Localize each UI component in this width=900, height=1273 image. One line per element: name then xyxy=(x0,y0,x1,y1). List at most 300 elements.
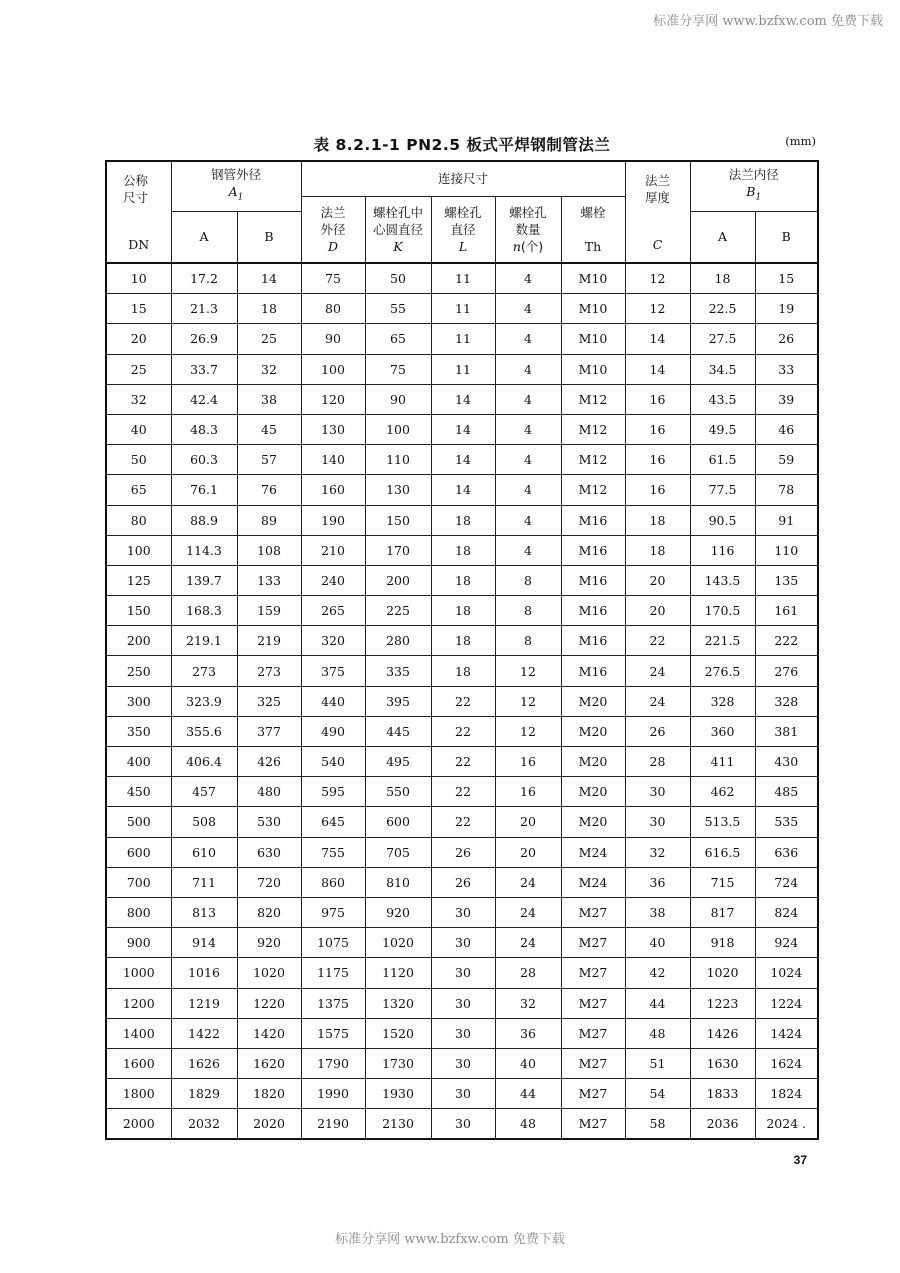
cell-flange-id-b: 724 xyxy=(755,867,818,897)
cell-bolt-hole-count-n: 24 xyxy=(495,867,561,897)
cell-bolt-hole-count-n: 16 xyxy=(495,747,561,777)
header-n-unit: (个) xyxy=(520,238,544,254)
table-row xyxy=(106,1109,818,1140)
cell-bolt-hole-count-n: 40 xyxy=(495,1048,561,1078)
flange-dimensions-table xyxy=(105,160,819,1140)
cell-bolt-hole-dia-l: 30 xyxy=(431,1018,495,1048)
cell-dn: 1000 xyxy=(106,958,171,988)
cell-flange-id-a: 328 xyxy=(690,686,755,716)
cell-flange-od-d: 160 xyxy=(301,475,365,505)
cell-bolt-hole-dia-l: 18 xyxy=(431,565,495,595)
cell-flange-id-b: 636 xyxy=(755,837,818,867)
header-n-symbol: n xyxy=(512,238,521,254)
table-row xyxy=(106,686,818,716)
cell-flange-od-d: 140 xyxy=(301,445,365,475)
cell-dn: 65 xyxy=(106,475,171,505)
cell-pipe-od-b: 14 xyxy=(237,263,301,294)
cell-flange-thickness-c: 30 xyxy=(625,777,690,807)
cell-bolt-th: M10 xyxy=(561,263,625,294)
cell-flange-od-d: 1375 xyxy=(301,988,365,1018)
page-number: 37 xyxy=(793,1153,807,1167)
cell-flange-od-d: 595 xyxy=(301,777,365,807)
cell-flange-thickness-c: 14 xyxy=(625,324,690,354)
cell-flange-thickness-c: 36 xyxy=(625,867,690,897)
cell-bolt-hole-count-n: 44 xyxy=(495,1079,561,1109)
cell-pipe-od-b: 530 xyxy=(237,807,301,837)
cell-flange-id-b: 33 xyxy=(755,354,818,384)
cell-flange-thickness-c: 24 xyxy=(625,686,690,716)
cell-bolt-circle-k: 1320 xyxy=(365,988,431,1018)
cell-flange-od-d: 90 xyxy=(301,324,365,354)
cell-flange-id-a: 18 xyxy=(690,263,755,294)
cell-flange-id-b: 135 xyxy=(755,565,818,595)
cell-flange-id-a: 715 xyxy=(690,867,755,897)
cell-flange-id-b: 924 xyxy=(755,928,818,958)
cell-bolt-hole-dia-l: 30 xyxy=(431,897,495,927)
cell-bolt-circle-k: 170 xyxy=(365,535,431,565)
cell-flange-id-a: 77.5 xyxy=(690,475,755,505)
cell-flange-id-b: 161 xyxy=(755,596,818,626)
cell-bolt-hole-dia-l: 18 xyxy=(431,505,495,535)
cell-bolt-hole-count-n: 8 xyxy=(495,565,561,595)
cell-bolt-hole-count-n: 4 xyxy=(495,535,561,565)
cell-bolt-th: M24 xyxy=(561,837,625,867)
cell-bolt-circle-k: 280 xyxy=(365,626,431,656)
cell-dn: 200 xyxy=(106,626,171,656)
cell-bolt-th: M27 xyxy=(561,1018,625,1048)
cell-bolt-circle-k: 1930 xyxy=(365,1079,431,1109)
table-row xyxy=(106,324,818,354)
cell-flange-id-b: 15 xyxy=(755,263,818,294)
cell-pipe-od-b: 1420 xyxy=(237,1018,301,1048)
header-c-symbol: C xyxy=(652,236,663,252)
cell-bolt-circle-k: 1020 xyxy=(365,928,431,958)
table-row xyxy=(106,867,818,897)
cell-dn: 1200 xyxy=(106,988,171,1018)
cell-flange-thickness-c: 20 xyxy=(625,596,690,626)
cell-flange-thickness-c: 12 xyxy=(625,294,690,324)
cell-pipe-od-b: 45 xyxy=(237,414,301,444)
cell-flange-id-a: 1020 xyxy=(690,958,755,988)
cell-bolt-th: M20 xyxy=(561,747,625,777)
cell-pipe-od-b: 219 xyxy=(237,626,301,656)
header-bolt-hole-diameter xyxy=(431,196,495,263)
table-row xyxy=(106,354,818,384)
cell-dn: 600 xyxy=(106,837,171,867)
cell-pipe-od-a: 1219 xyxy=(171,988,237,1018)
cell-pipe-od-a: 21.3 xyxy=(171,294,237,324)
cell-bolt-circle-k: 90 xyxy=(365,384,431,414)
cell-bolt-hole-dia-l: 14 xyxy=(431,414,495,444)
cell-flange-id-b: 78 xyxy=(755,475,818,505)
cell-bolt-hole-count-n: 48 xyxy=(495,1109,561,1140)
cell-pipe-od-a: 2032 xyxy=(171,1109,237,1140)
cell-bolt-hole-dia-l: 26 xyxy=(431,837,495,867)
cell-flange-id-b: 1624 xyxy=(755,1048,818,1078)
cell-pipe-od-a: 355.6 xyxy=(171,716,237,746)
cell-dn: 2000 xyxy=(106,1109,171,1140)
cell-flange-thickness-c: 51 xyxy=(625,1048,690,1078)
table-row xyxy=(106,807,818,837)
cell-flange-id-a: 918 xyxy=(690,928,755,958)
cell-bolt-hole-count-n: 12 xyxy=(495,716,561,746)
cell-pipe-od-a: 60.3 xyxy=(171,445,237,475)
cell-flange-id-b: 485 xyxy=(755,777,818,807)
cell-flange-thickness-c: 58 xyxy=(625,1109,690,1140)
cell-flange-id-a: 221.5 xyxy=(690,626,755,656)
cell-pipe-od-a: 273 xyxy=(171,656,237,686)
cell-bolt-hole-dia-l: 11 xyxy=(431,324,495,354)
header-bolt-hole-count-line2: 数量 xyxy=(515,221,541,237)
header-nominal-size-line1: 公称 xyxy=(123,172,149,188)
cell-bolt-hole-dia-l: 14 xyxy=(431,475,495,505)
table-row xyxy=(106,1018,818,1048)
cell-bolt-circle-k: 225 xyxy=(365,596,431,626)
cell-dn: 900 xyxy=(106,928,171,958)
header-pipe-od-symbol: A xyxy=(228,184,238,199)
cell-bolt-hole-dia-l: 22 xyxy=(431,777,495,807)
table-row xyxy=(106,445,818,475)
cell-flange-od-d: 975 xyxy=(301,897,365,927)
cell-flange-thickness-c: 38 xyxy=(625,897,690,927)
table-row xyxy=(106,837,818,867)
cell-flange-od-d: 1175 xyxy=(301,958,365,988)
header-bolt-hole-count-line1: 螺栓孔 xyxy=(509,204,547,220)
cell-bolt-hole-count-n: 20 xyxy=(495,807,561,837)
table-row xyxy=(106,475,818,505)
cell-pipe-od-b: 89 xyxy=(237,505,301,535)
cell-flange-id-a: 1426 xyxy=(690,1018,755,1048)
cell-dn: 25 xyxy=(106,354,171,384)
table-header xyxy=(106,161,818,263)
cell-dn: 80 xyxy=(106,505,171,535)
cell-bolt-hole-count-n: 4 xyxy=(495,505,561,535)
table-row xyxy=(106,263,818,294)
cell-pipe-od-b: 325 xyxy=(237,686,301,716)
cell-bolt-th: M12 xyxy=(561,414,625,444)
cell-dn: 32 xyxy=(106,384,171,414)
cell-dn: 800 xyxy=(106,897,171,927)
cell-pipe-od-a: 610 xyxy=(171,837,237,867)
cell-bolt-hole-dia-l: 30 xyxy=(431,1109,495,1140)
cell-pipe-od-a: 711 xyxy=(171,867,237,897)
cell-pipe-od-b: 630 xyxy=(237,837,301,867)
cell-pipe-od-b: 76 xyxy=(237,475,301,505)
header-nominal-size xyxy=(106,161,171,263)
cell-flange-od-d: 540 xyxy=(301,747,365,777)
cell-flange-id-b: 535 xyxy=(755,807,818,837)
cell-flange-thickness-c: 16 xyxy=(625,445,690,475)
header-flange-id-sub: 1 xyxy=(755,192,762,203)
cell-bolt-hole-dia-l: 14 xyxy=(431,384,495,414)
cell-bolt-circle-k: 130 xyxy=(365,475,431,505)
cell-bolt-hole-dia-l: 22 xyxy=(431,716,495,746)
cell-dn: 700 xyxy=(106,867,171,897)
cell-flange-od-d: 265 xyxy=(301,596,365,626)
cell-bolt-circle-k: 75 xyxy=(365,354,431,384)
cell-bolt-hole-count-n: 8 xyxy=(495,596,561,626)
header-l-symbol: L xyxy=(458,238,468,254)
cell-pipe-od-a: 17.2 xyxy=(171,263,237,294)
table-row xyxy=(106,928,818,958)
cell-bolt-th: M12 xyxy=(561,384,625,414)
cell-pipe-od-b: 108 xyxy=(237,535,301,565)
cell-flange-thickness-c: 24 xyxy=(625,656,690,686)
cell-flange-od-d: 210 xyxy=(301,535,365,565)
cell-pipe-od-a: 1422 xyxy=(171,1018,237,1048)
cell-pipe-od-b: 133 xyxy=(237,565,301,595)
cell-bolt-hole-dia-l: 30 xyxy=(431,958,495,988)
cell-bolt-circle-k: 200 xyxy=(365,565,431,595)
cell-flange-id-b: 1224 xyxy=(755,988,818,1018)
cell-bolt-th: M27 xyxy=(561,988,625,1018)
table-row xyxy=(106,384,818,414)
cell-flange-id-b: 430 xyxy=(755,747,818,777)
cell-flange-thickness-c: 14 xyxy=(625,354,690,384)
cell-flange-od-d: 75 xyxy=(301,263,365,294)
cell-bolt-circle-k: 1730 xyxy=(365,1048,431,1078)
cell-flange-id-b: 1824 xyxy=(755,1079,818,1109)
header-flange-od-line2: 外径 xyxy=(320,221,346,237)
header-d-symbol: D xyxy=(327,238,339,254)
cell-flange-id-a: 1223 xyxy=(690,988,755,1018)
cell-pipe-od-b: 480 xyxy=(237,777,301,807)
cell-pipe-od-a: 114.3 xyxy=(171,535,237,565)
cell-bolt-hole-dia-l: 22 xyxy=(431,807,495,837)
cell-dn: 1600 xyxy=(106,1048,171,1078)
cell-bolt-hole-count-n: 24 xyxy=(495,928,561,958)
cell-bolt-hole-count-n: 24 xyxy=(495,897,561,927)
cell-pipe-od-a: 33.7 xyxy=(171,354,237,384)
cell-flange-id-a: 2036 xyxy=(690,1109,755,1140)
cell-flange-id-a: 462 xyxy=(690,777,755,807)
header-flange-od xyxy=(301,196,365,263)
cell-flange-id-b: 110 xyxy=(755,535,818,565)
cell-flange-od-d: 130 xyxy=(301,414,365,444)
cell-flange-od-d: 100 xyxy=(301,354,365,384)
cell-flange-od-d: 375 xyxy=(301,656,365,686)
cell-pipe-od-b: 377 xyxy=(237,716,301,746)
header-bolt-hole-count xyxy=(495,196,561,263)
cell-pipe-od-b: 18 xyxy=(237,294,301,324)
cell-dn: 400 xyxy=(106,747,171,777)
table-row xyxy=(106,958,818,988)
header-flange-thickness xyxy=(625,161,690,263)
table-row xyxy=(106,777,818,807)
header-bolt-circle xyxy=(365,196,431,263)
cell-flange-thickness-c: 26 xyxy=(625,716,690,746)
cell-bolt-th: M16 xyxy=(561,505,625,535)
header-flange-thickness-line1: 法兰 xyxy=(644,172,670,188)
cell-pipe-od-b: 57 xyxy=(237,445,301,475)
cell-bolt-hole-count-n: 4 xyxy=(495,445,561,475)
cell-bolt-circle-k: 1120 xyxy=(365,958,431,988)
cell-flange-id-b: 222 xyxy=(755,626,818,656)
cell-dn: 40 xyxy=(106,414,171,444)
cell-bolt-hole-dia-l: 30 xyxy=(431,928,495,958)
header-flange-id-b: B xyxy=(755,211,818,263)
table-row xyxy=(106,596,818,626)
cell-flange-thickness-c: 28 xyxy=(625,747,690,777)
cell-pipe-od-b: 38 xyxy=(237,384,301,414)
header-bolt-hole-dia-line2: 直径 xyxy=(450,221,476,237)
cell-flange-id-a: 276.5 xyxy=(690,656,755,686)
cell-pipe-od-a: 1016 xyxy=(171,958,237,988)
cell-flange-od-d: 645 xyxy=(301,807,365,837)
cell-flange-id-b: 39 xyxy=(755,384,818,414)
cell-flange-thickness-c: 48 xyxy=(625,1018,690,1048)
cell-bolt-hole-dia-l: 18 xyxy=(431,656,495,686)
cell-bolt-hole-count-n: 8 xyxy=(495,626,561,656)
table-row xyxy=(106,626,818,656)
cell-bolt-hole-dia-l: 26 xyxy=(431,867,495,897)
header-flange-id xyxy=(690,161,818,211)
cell-flange-id-a: 49.5 xyxy=(690,414,755,444)
cell-flange-thickness-c: 20 xyxy=(625,565,690,595)
cell-bolt-th: M10 xyxy=(561,354,625,384)
cell-bolt-hole-count-n: 4 xyxy=(495,384,561,414)
cell-dn: 1400 xyxy=(106,1018,171,1048)
cell-bolt-hole-dia-l: 30 xyxy=(431,988,495,1018)
cell-bolt-circle-k: 100 xyxy=(365,414,431,444)
cell-bolt-hole-count-n: 12 xyxy=(495,656,561,686)
cell-flange-od-d: 120 xyxy=(301,384,365,414)
cell-flange-od-d: 320 xyxy=(301,626,365,656)
cell-pipe-od-b: 32 xyxy=(237,354,301,384)
header-nominal-size-line2: 尺寸 xyxy=(123,189,149,205)
cell-pipe-od-b: 720 xyxy=(237,867,301,897)
cell-flange-id-a: 22.5 xyxy=(690,294,755,324)
header-dn-symbol: DN xyxy=(128,236,150,252)
cell-flange-thickness-c: 18 xyxy=(625,505,690,535)
header-bolt-circle-line2: 心圆直径 xyxy=(372,221,423,237)
cell-flange-od-d: 1075 xyxy=(301,928,365,958)
cell-dn: 20 xyxy=(106,324,171,354)
cell-bolt-circle-k: 600 xyxy=(365,807,431,837)
cell-flange-thickness-c: 44 xyxy=(625,988,690,1018)
cell-flange-thickness-c: 32 xyxy=(625,837,690,867)
cell-flange-thickness-c: 54 xyxy=(625,1079,690,1109)
cell-bolt-circle-k: 2130 xyxy=(365,1109,431,1140)
cell-flange-od-d: 1790 xyxy=(301,1048,365,1078)
cell-dn: 500 xyxy=(106,807,171,837)
cell-bolt-th: M16 xyxy=(561,596,625,626)
cell-pipe-od-b: 1220 xyxy=(237,988,301,1018)
cell-flange-thickness-c: 18 xyxy=(625,535,690,565)
cell-flange-id-b: 328 xyxy=(755,686,818,716)
cell-bolt-circle-k: 550 xyxy=(365,777,431,807)
cell-flange-od-d: 1575 xyxy=(301,1018,365,1048)
cell-pipe-od-a: 48.3 xyxy=(171,414,237,444)
watermark-bottom: 标准分享网 www.bzfxw.com 免费下载 xyxy=(335,1232,565,1247)
table-row xyxy=(106,656,818,686)
cell-pipe-od-a: 406.4 xyxy=(171,747,237,777)
cell-bolt-hole-count-n: 4 xyxy=(495,294,561,324)
cell-bolt-hole-count-n: 4 xyxy=(495,354,561,384)
cell-flange-od-d: 80 xyxy=(301,294,365,324)
header-connection-dimensions: 连接尺寸 xyxy=(301,161,625,196)
cell-bolt-circle-k: 920 xyxy=(365,897,431,927)
table-row xyxy=(106,747,818,777)
header-k-symbol: K xyxy=(393,238,403,254)
cell-bolt-th: M12 xyxy=(561,445,625,475)
table-row xyxy=(106,988,818,1018)
table-row xyxy=(106,505,818,535)
cell-pipe-od-b: 1020 xyxy=(237,958,301,988)
cell-flange-id-a: 27.5 xyxy=(690,324,755,354)
table-row xyxy=(106,535,818,565)
table-row xyxy=(106,565,818,595)
cell-flange-id-a: 143.5 xyxy=(690,565,755,595)
cell-bolt-hole-dia-l: 22 xyxy=(431,686,495,716)
cell-flange-id-b: 276 xyxy=(755,656,818,686)
header-pipe-od-a: A xyxy=(171,211,237,263)
cell-flange-od-d: 860 xyxy=(301,867,365,897)
cell-flange-thickness-c: 40 xyxy=(625,928,690,958)
cell-bolt-hole-dia-l: 18 xyxy=(431,596,495,626)
cell-pipe-od-a: 26.9 xyxy=(171,324,237,354)
cell-flange-id-b: 824 xyxy=(755,897,818,927)
cell-pipe-od-b: 920 xyxy=(237,928,301,958)
cell-pipe-od-b: 1620 xyxy=(237,1048,301,1078)
cell-dn: 350 xyxy=(106,716,171,746)
header-pipe-od xyxy=(171,161,301,211)
cell-flange-id-a: 34.5 xyxy=(690,354,755,384)
cell-bolt-hole-dia-l: 11 xyxy=(431,263,495,294)
table-row xyxy=(106,716,818,746)
cell-bolt-th: M20 xyxy=(561,777,625,807)
cell-pipe-od-a: 323.9 xyxy=(171,686,237,716)
cell-bolt-circle-k: 810 xyxy=(365,867,431,897)
cell-bolt-th: M27 xyxy=(561,1048,625,1078)
cell-pipe-od-b: 159 xyxy=(237,596,301,626)
cell-bolt-th: M20 xyxy=(561,686,625,716)
cell-flange-thickness-c: 16 xyxy=(625,475,690,505)
table-row xyxy=(106,1048,818,1078)
cell-flange-id-b: 46 xyxy=(755,414,818,444)
cell-pipe-od-a: 457 xyxy=(171,777,237,807)
table-row xyxy=(106,294,818,324)
cell-bolt-th: M10 xyxy=(561,324,625,354)
cell-flange-id-a: 411 xyxy=(690,747,755,777)
cell-flange-od-d: 755 xyxy=(301,837,365,867)
unit-label: (mm) xyxy=(785,134,816,148)
cell-bolt-th: M27 xyxy=(561,928,625,958)
cell-bolt-th: M20 xyxy=(561,716,625,746)
cell-flange-od-d: 1990 xyxy=(301,1079,365,1109)
cell-pipe-od-b: 25 xyxy=(237,324,301,354)
cell-flange-od-d: 190 xyxy=(301,505,365,535)
cell-bolt-hole-dia-l: 18 xyxy=(431,626,495,656)
cell-flange-id-a: 513.5 xyxy=(690,807,755,837)
cell-bolt-circle-k: 495 xyxy=(365,747,431,777)
cell-flange-od-d: 240 xyxy=(301,565,365,595)
cell-flange-id-a: 116 xyxy=(690,535,755,565)
header-bolt xyxy=(561,196,625,263)
cell-pipe-od-a: 1829 xyxy=(171,1079,237,1109)
cell-flange-id-b: 59 xyxy=(755,445,818,475)
cell-flange-id-b: 1424 xyxy=(755,1018,818,1048)
cell-pipe-od-a: 88.9 xyxy=(171,505,237,535)
cell-flange-id-b: 1024 xyxy=(755,958,818,988)
cell-flange-thickness-c: 30 xyxy=(625,807,690,837)
cell-bolt-th: M20 xyxy=(561,807,625,837)
cell-bolt-circle-k: 55 xyxy=(365,294,431,324)
header-bolt-label: 螺栓 xyxy=(580,204,606,220)
cell-pipe-od-a: 914 xyxy=(171,928,237,958)
cell-bolt-hole-count-n: 28 xyxy=(495,958,561,988)
cell-pipe-od-b: 820 xyxy=(237,897,301,927)
